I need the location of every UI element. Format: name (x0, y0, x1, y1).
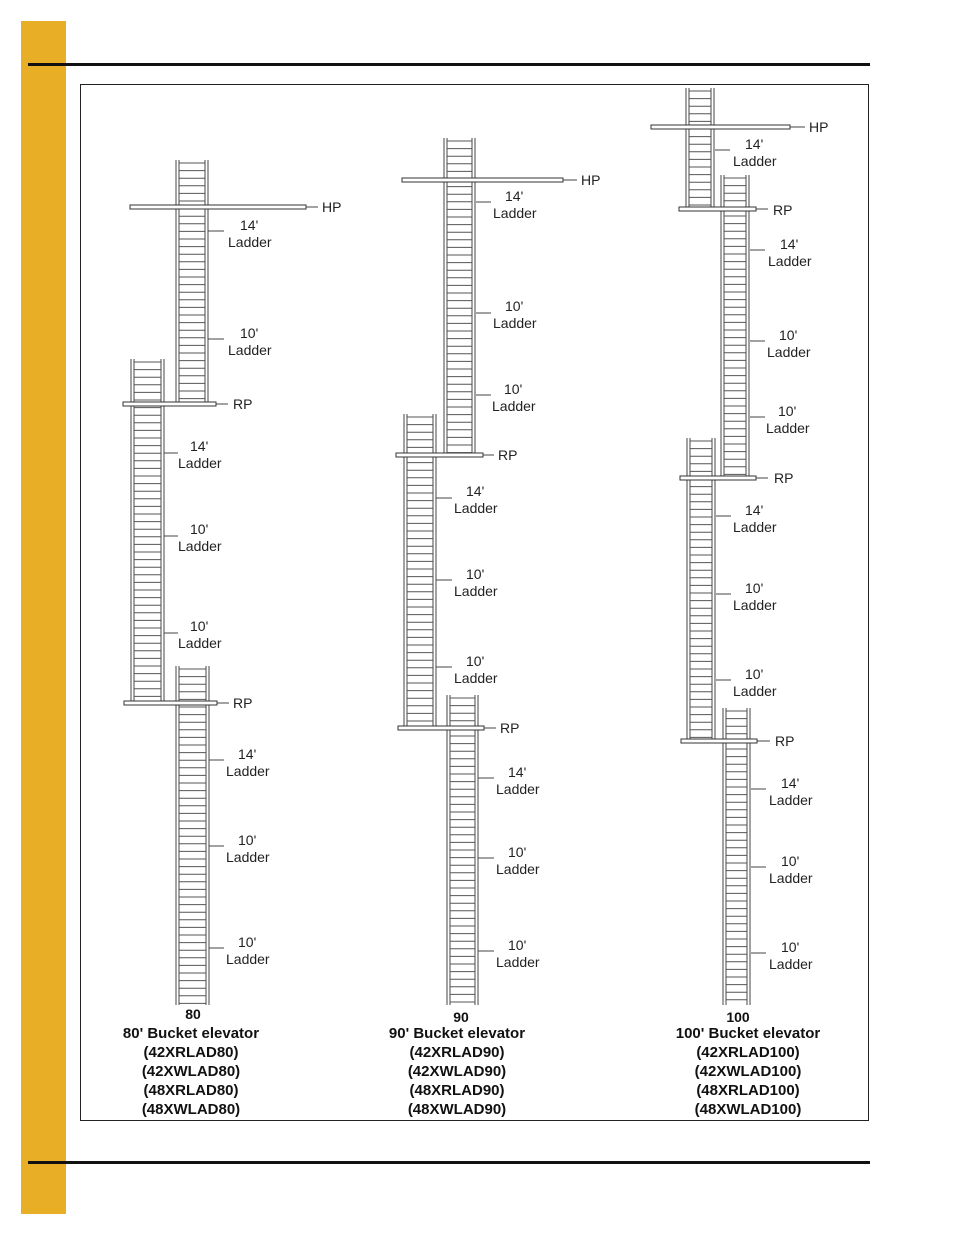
hp-label: HP (581, 172, 601, 188)
elevator-100-part-2: (42XWLAD100) (694, 1063, 802, 1080)
platform-100-rp3 (681, 739, 757, 743)
rp-label: RP (498, 447, 518, 463)
ladder-word-label: Ladder (769, 870, 813, 886)
ladder-word-label: Ladder (178, 538, 222, 554)
ladder-length-label: 10' (240, 325, 259, 341)
elevator-80-part-2: (42XWLAD80) (141, 1063, 241, 1080)
elevator-90-caption (337, 1024, 577, 1119)
ladder-length-label: 10' (781, 939, 800, 955)
ladder-word-label: Ladder (733, 519, 777, 535)
ladder-length-label: 10' (508, 844, 527, 860)
ladder-80-middle (131, 359, 164, 703)
rp-label: RP (233, 396, 253, 412)
ladder-length-label: 10' (745, 666, 764, 682)
ladder-length-label: 14' (781, 775, 800, 791)
platform-100-rp2 (680, 476, 756, 480)
ladder-100-middle (687, 438, 715, 741)
ladder-length-label: 10' (466, 653, 485, 669)
ladder-100-top (686, 88, 714, 210)
ladder-length-label: 14' (508, 764, 527, 780)
ladder-word-label: Ladder (226, 763, 270, 779)
platform-100-rp1 (679, 207, 756, 211)
ladder-word-label: Ladder (733, 153, 777, 169)
elevator-80-part-1: (42XRLAD80) (143, 1044, 239, 1061)
ladder-length-label: 14' (190, 438, 209, 454)
ladder-word-label: Ladder (733, 683, 777, 699)
elevator-80-caption (71, 1024, 311, 1119)
ladder-word-label: Ladder (493, 205, 537, 221)
elevator-100-caption (628, 1024, 868, 1119)
ladder-length-label: 14' (240, 217, 259, 233)
ladder-length-label: 10' (504, 381, 523, 397)
ladder-80-upper (176, 160, 208, 404)
ladder-length-label: 14' (238, 746, 257, 762)
ladder-length-label: 14' (505, 188, 524, 204)
hp-label: HP (809, 119, 829, 135)
ladder-word-label: Ladder (769, 792, 813, 808)
ladder-length-label: 14' (745, 136, 764, 152)
ladder-100-upper (721, 175, 749, 478)
elevator-80-part-3: (48XRLAD80) (143, 1082, 239, 1099)
ladder-word-label: Ladder (496, 861, 540, 877)
ladder-word-label: Ladder (454, 500, 498, 516)
ladder-length-label: 10' (466, 566, 485, 582)
platform-80-hp (130, 205, 306, 209)
rp-label: RP (233, 695, 253, 711)
ladder-90-middle (404, 414, 436, 730)
ladder-length-label: 14' (466, 483, 485, 499)
ladder-word-label: Ladder (178, 455, 222, 471)
elevator-100-title: 100' Bucket elevator (675, 1025, 821, 1042)
elevator-90-height: 90 (453, 1009, 469, 1025)
elevator-90-part-1: (42XRLAD90) (409, 1044, 505, 1061)
ladder-word-label: Ladder (228, 234, 272, 250)
elevator-100-height: 100 (726, 1009, 750, 1025)
ladder-word-label: Ladder (492, 398, 536, 414)
elevator-80-height: 80 (185, 1006, 201, 1022)
elevator-90-part-3: (48XRLAD90) (409, 1082, 505, 1099)
ladder-word-label: Ladder (493, 315, 537, 331)
elevator-90-part-4: (48XWLAD90) (407, 1101, 507, 1118)
platform-80-rp1 (123, 402, 216, 406)
platform-90-hp (402, 178, 563, 182)
ladder-length-label: 10' (190, 521, 209, 537)
platform-90-rp2 (398, 726, 484, 730)
hp-label: HP (322, 199, 342, 215)
ladder-word-label: Ladder (769, 956, 813, 972)
ladder-length-label: 10' (778, 403, 797, 419)
rp-label: RP (500, 720, 520, 736)
rp-label: RP (773, 202, 793, 218)
ladder-length-label: 10' (779, 327, 798, 343)
ladder-length-label: 14' (780, 236, 799, 252)
rp-label: RP (774, 470, 794, 486)
ladder-word-label: Ladder (767, 344, 811, 360)
elevator-100-part-3: (48XRLAD100) (696, 1082, 800, 1099)
ladder-word-label: Ladder (733, 597, 777, 613)
ladder-length-label: 10' (190, 618, 209, 634)
ladder-word-label: Ladder (228, 342, 272, 358)
ladder-length-label: 10' (238, 934, 257, 950)
ladder-word-label: Ladder (226, 951, 270, 967)
ladder-90-upper (444, 138, 475, 455)
elevator-90-part-2: (42XWLAD90) (407, 1063, 507, 1080)
rp-label: RP (775, 733, 795, 749)
elevator-100-part-1: (42XRLAD100) (696, 1044, 800, 1061)
ladder-word-label: Ladder (454, 670, 498, 686)
ladder-80-lower (176, 666, 209, 1005)
ladder-word-label: Ladder (766, 420, 810, 436)
platform-90-rp1 (396, 453, 483, 457)
ladder-length-label: 14' (745, 502, 764, 518)
ladder-length-label: 10' (508, 937, 527, 953)
ladder-word-label: Ladder (226, 849, 270, 865)
platform-100-hp (651, 125, 790, 129)
elevator-90-title: 90' Bucket elevator (388, 1025, 526, 1042)
ladder-length-label: 10' (781, 853, 800, 869)
ladder-90-lower (447, 695, 478, 1005)
elevator-80-part-4: (48XWLAD80) (141, 1101, 241, 1118)
ladder-word-label: Ladder (768, 253, 812, 269)
platform-80-rp2 (124, 701, 217, 705)
ladder-length-label: 10' (238, 832, 257, 848)
elevator-100-part-4: (48XWLAD100) (694, 1101, 802, 1118)
ladder-word-label: Ladder (178, 635, 222, 651)
ladder-length-label: 10' (745, 580, 764, 596)
ladder-100-lower (723, 708, 750, 1005)
ladder-word-label: Ladder (496, 954, 540, 970)
elevator-80-title: 80' Bucket elevator (122, 1025, 260, 1042)
ladder-word-label: Ladder (454, 583, 498, 599)
ladder-length-label: 10' (505, 298, 524, 314)
ladder-word-label: Ladder (496, 781, 540, 797)
